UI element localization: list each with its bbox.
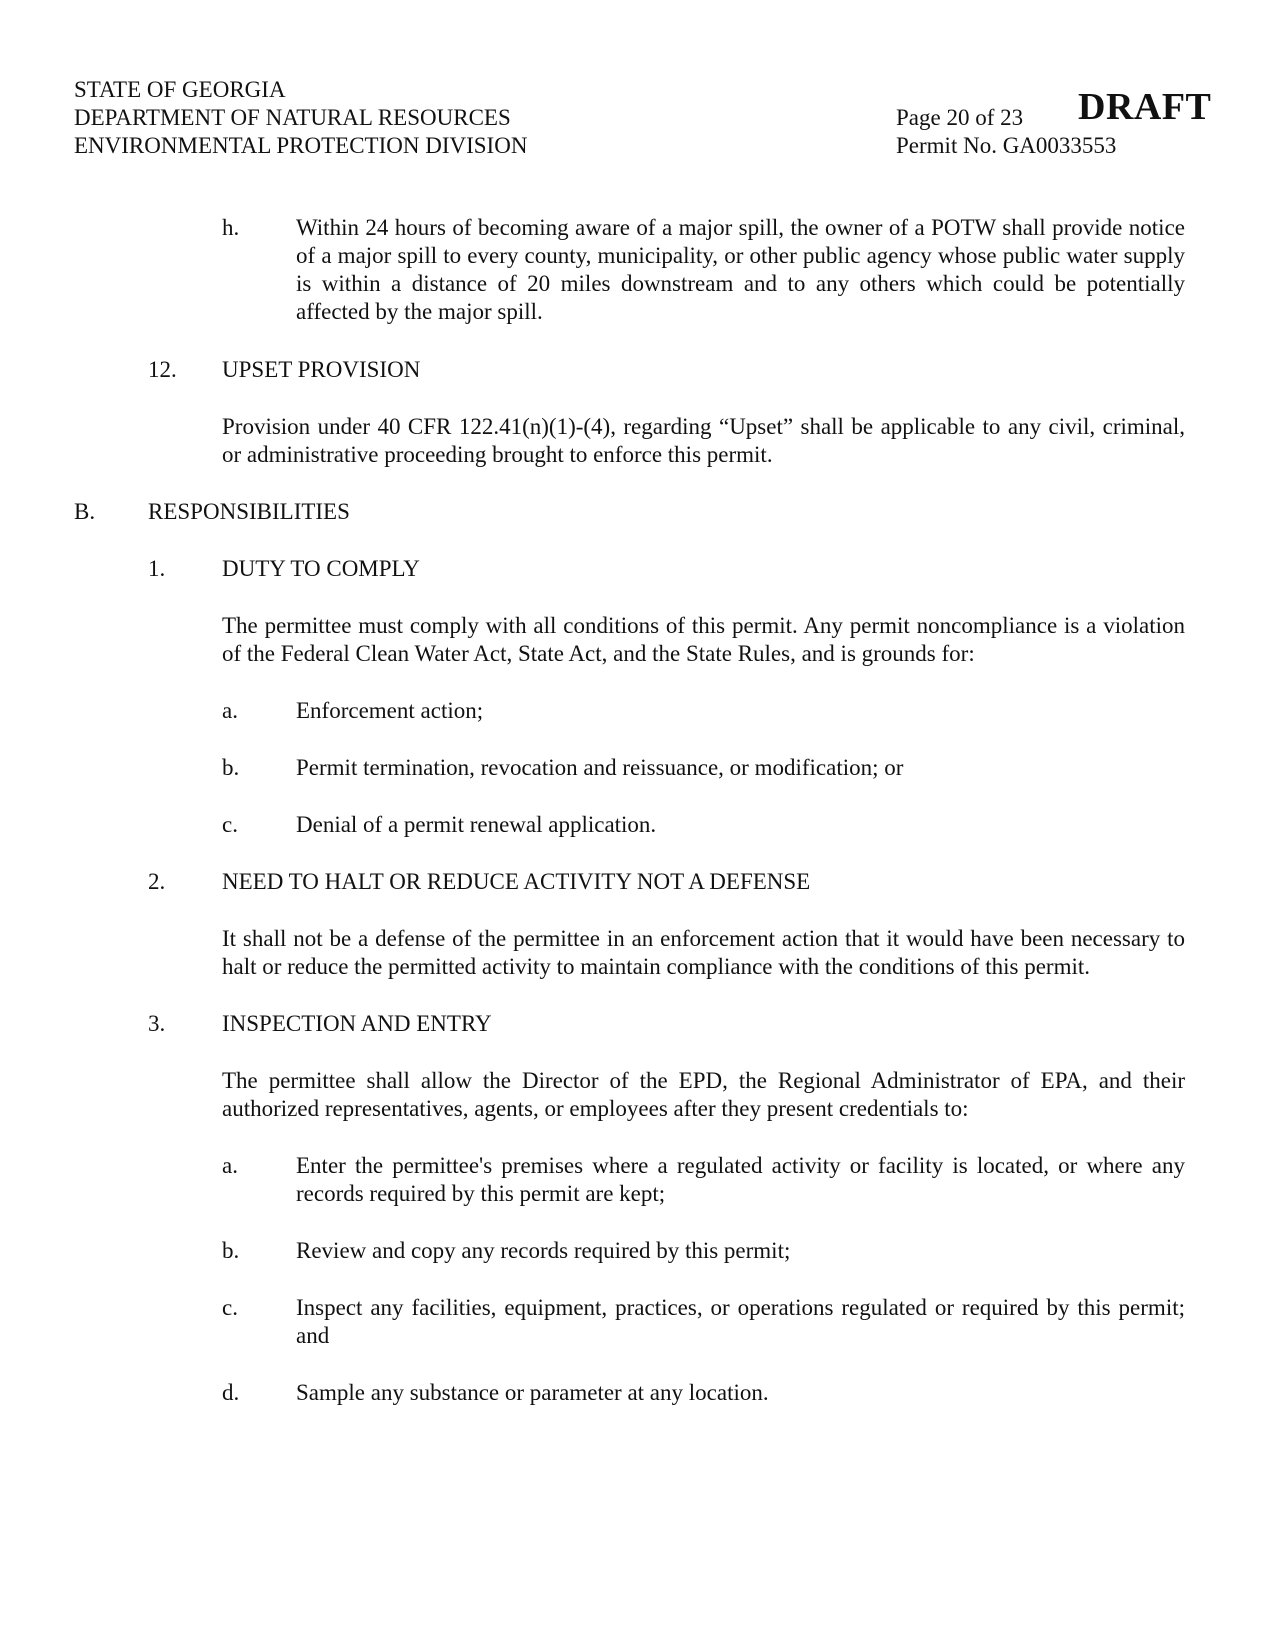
section-b2-text: It shall not be a defense of the permittee in an enforcement action that it would have been necessary to halt or reduce the permitted activity to maintain compliance with the conditions of this permit.	[222, 926, 1185, 979]
draft-stamp: DRAFT	[1078, 86, 1212, 128]
section-b2-number: 2.	[148, 869, 166, 894]
agency-header	[74, 76, 527, 160]
section-b3-number: 3.	[148, 1011, 166, 1036]
agency-division: ENVIRONMENTAL PROTECTION DIVISION	[74, 133, 528, 158]
b1-item-a-text: Enforcement action;	[296, 698, 484, 723]
section-b-letter: B.	[74, 499, 96, 524]
section-b1-text: The permittee must comply with all conditions of this permit. Any permit noncompliance is a violation of the Federal Clean Water Act, State Act, and the State Rules, and is grounds for:	[222, 613, 1185, 666]
section-12-number: 12.	[148, 357, 177, 382]
section-b1-title: DUTY TO COMPLY	[222, 556, 420, 581]
section-12-title: UPSET PROVISION	[222, 357, 421, 382]
agency-department: DEPARTMENT OF NATURAL RESOURCES	[74, 105, 511, 130]
b3-item-b-text: Review and copy any records required by this permit;	[296, 1238, 791, 1263]
b1-item-c-text: Denial of a permit renewal application.	[296, 812, 657, 837]
section-b2-title: NEED TO HALT OR REDUCE ACTIVITY NOT A DEFENSE	[222, 869, 811, 894]
section-12-text: Provision under 40 CFR 122.41(n)(1)-(4), regarding “Upset” shall be applicable to any civil, criminal, or administrative proceeding brought to enforce this permit.	[222, 414, 1185, 467]
b1-item-b-text: Permit termination, revocation and reissuance, or modification; or	[296, 755, 904, 780]
b1-item-a-marker: a.	[222, 698, 238, 723]
b3-item-b-marker: b.	[222, 1238, 240, 1263]
permit-number: Permit No. GA0033553	[896, 133, 1117, 158]
page-number: Page 20 of 23	[896, 105, 1024, 130]
b3-item-c-text: Inspect any facilities, equipment, practices, or operations regulated or required by this permit; and	[296, 1295, 1185, 1348]
b3-item-a-marker: a.	[222, 1153, 238, 1178]
b3-item-d-marker: d.	[222, 1380, 240, 1405]
item-h-marker: h.	[222, 215, 240, 240]
b3-item-d-text: Sample any substance or parameter at any location.	[296, 1380, 769, 1405]
b3-item-a-text: Enter the permittee's premises where a regulated activity or facility is located, or where any records required by this permit are kept;	[296, 1153, 1185, 1206]
b3-item-c-marker: c.	[222, 1295, 238, 1320]
b1-item-b-marker: b.	[222, 755, 240, 780]
section-b-title: RESPONSIBILITIES	[148, 499, 350, 524]
section-b1-number: 1.	[148, 556, 166, 581]
section-b3-title: INSPECTION AND ENTRY	[222, 1011, 492, 1036]
agency-state: STATE OF GEORGIA	[74, 77, 286, 102]
item-h-text: Within 24 hours of becoming aware of a major spill, the owner of a POTW shall provide notice of a major spill to every county, municipality, or other public agency whose public water supply is within a distance of 20 miles downstream and to any others which could be potentially affected by the major spill.	[296, 215, 1185, 324]
b1-item-c-marker: c.	[222, 812, 238, 837]
section-b3-text: The permittee shall allow the Director of the EPD, the Regional Administrator of EPA, and their authorized representatives, agents, or employees after they present credentials to:	[222, 1068, 1185, 1121]
